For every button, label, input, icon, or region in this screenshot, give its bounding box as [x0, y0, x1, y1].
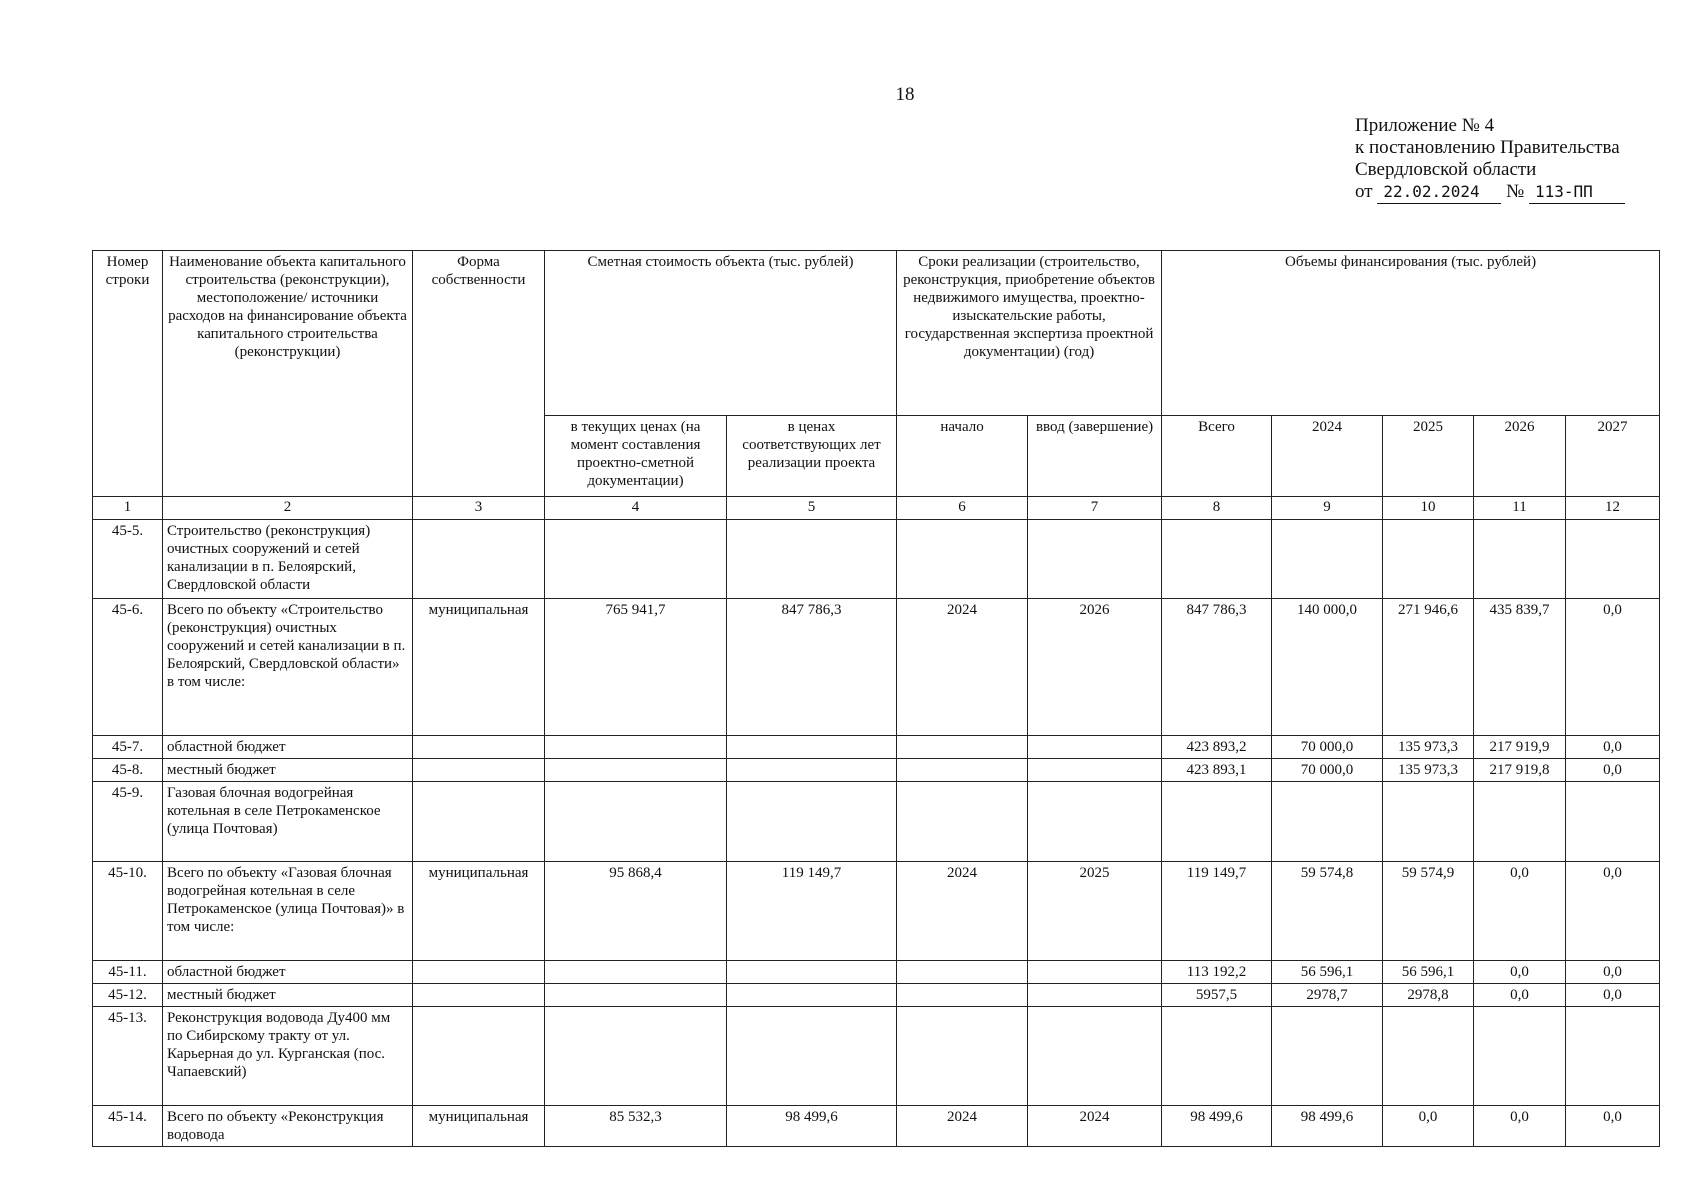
header-object-name: Наименование объекта капитального строительства (реконструкции), местоположение/ источники расходов на финансирование объекта капитального строительства (реконструкции) [163, 251, 413, 497]
row-total [1162, 520, 1272, 599]
row-cost-current: 95 868,4 [545, 862, 727, 961]
row-2027: 0,0 [1566, 1106, 1660, 1147]
row-number: 45-10. [93, 862, 163, 961]
row-2025: 135 973,3 [1383, 759, 1474, 782]
row-start [897, 782, 1028, 862]
row-number: 45-5. [93, 520, 163, 599]
number-prefix: № [1506, 181, 1525, 202]
resolution-number: 113-ПП [1529, 181, 1625, 204]
row-2027 [1566, 782, 1660, 862]
row-2024 [1272, 1007, 1383, 1106]
row-start: 2024 [897, 862, 1028, 961]
row-end [1028, 1007, 1162, 1106]
row-2025 [1383, 782, 1474, 862]
row-number: 45-6. [93, 599, 163, 736]
row-2026: 0,0 [1474, 961, 1566, 984]
row-2025: 2978,8 [1383, 984, 1474, 1007]
table-row [93, 599, 1660, 736]
row-2024: 56 596,1 [1272, 961, 1383, 984]
appendix-resolution: к постановлению Правительства [1355, 137, 1620, 158]
row-2024: 2978,7 [1272, 984, 1383, 1007]
row-2025: 0,0 [1383, 1106, 1474, 1147]
row-2024: 59 574,8 [1272, 862, 1383, 961]
row-cost-project: 119 149,7 [727, 862, 897, 961]
appendix-title: Приложение № 4 [1355, 115, 1495, 136]
row-2024: 98 499,6 [1272, 1106, 1383, 1147]
row-cost-project [727, 1007, 897, 1106]
column-index: 6 [897, 497, 1028, 520]
row-2025: 135 973,3 [1383, 736, 1474, 759]
row-ownership [413, 1007, 545, 1106]
row-end [1028, 984, 1162, 1007]
row-ownership: муниципальная [413, 1106, 545, 1147]
header-row-main [93, 251, 1660, 416]
row-name: областной бюджет [163, 961, 413, 984]
row-name: местный бюджет [163, 759, 413, 782]
row-2027: 0,0 [1566, 599, 1660, 736]
row-number: 45-13. [93, 1007, 163, 1106]
row-cost-current [545, 782, 727, 862]
row-ownership [413, 961, 545, 984]
row-2027: 0,0 [1566, 862, 1660, 961]
row-2024: 70 000,0 [1272, 736, 1383, 759]
row-cost-project [727, 984, 897, 1007]
row-ownership [413, 520, 545, 599]
row-name: Реконструкция водовода Ду400 мм по Сибирскому тракту от ул. Карьерная до ул. Курганская (пос. Чапаевский) [163, 1007, 413, 1106]
row-2026 [1474, 782, 1566, 862]
resolution-date: 22.02.2024 [1377, 181, 1501, 204]
header-2026: 2026 [1474, 416, 1566, 497]
row-cost-current [545, 736, 727, 759]
page-number: 18 [895, 84, 915, 105]
header-row-number: Номер строки [93, 251, 163, 497]
row-ownership [413, 984, 545, 1007]
table-row [93, 1106, 1660, 1147]
row-cost-current [545, 520, 727, 599]
column-index: 10 [1383, 497, 1474, 520]
row-2027 [1566, 520, 1660, 599]
row-name: местный бюджет [163, 984, 413, 1007]
row-cost-current: 85 532,3 [545, 1106, 727, 1147]
appendix-date-line [1355, 181, 1625, 204]
row-cost-current [545, 759, 727, 782]
row-2026: 217 919,9 [1474, 736, 1566, 759]
row-start [897, 759, 1028, 782]
column-index: 9 [1272, 497, 1383, 520]
column-index: 3 [413, 497, 545, 520]
header-end: ввод (завершение) [1028, 416, 1162, 497]
header-2024: 2024 [1272, 416, 1383, 497]
row-end [1028, 759, 1162, 782]
row-2027 [1566, 1007, 1660, 1106]
row-total: 423 893,1 [1162, 759, 1272, 782]
row-end [1028, 736, 1162, 759]
row-2026: 435 839,7 [1474, 599, 1566, 736]
row-number: 45-9. [93, 782, 163, 862]
row-start [897, 1007, 1028, 1106]
column-index: 8 [1162, 497, 1272, 520]
table-row [93, 782, 1660, 862]
table-row [93, 736, 1660, 759]
row-number: 45-8. [93, 759, 163, 782]
row-end [1028, 782, 1162, 862]
row-2026 [1474, 520, 1566, 599]
row-name: областной бюджет [163, 736, 413, 759]
row-name: Всего по объекту «Реконструкция водовода [163, 1106, 413, 1147]
row-cost-current [545, 1007, 727, 1106]
header-2027: 2027 [1566, 416, 1660, 497]
row-cost-project [727, 782, 897, 862]
row-end: 2025 [1028, 862, 1162, 961]
header-funding: Объемы финансирования (тыс. рублей) [1162, 251, 1660, 416]
row-total: 98 499,6 [1162, 1106, 1272, 1147]
table-row [93, 520, 1660, 599]
row-start [897, 961, 1028, 984]
row-cost-project [727, 759, 897, 782]
row-2027: 0,0 [1566, 961, 1660, 984]
row-ownership [413, 759, 545, 782]
row-ownership [413, 736, 545, 759]
row-total: 119 149,7 [1162, 862, 1272, 961]
row-total: 423 893,2 [1162, 736, 1272, 759]
row-cost-current [545, 984, 727, 1007]
row-end: 2024 [1028, 1106, 1162, 1147]
row-start [897, 736, 1028, 759]
row-cost-current [545, 961, 727, 984]
column-index-row [93, 497, 1660, 520]
row-total: 113 192,2 [1162, 961, 1272, 984]
row-ownership: муниципальная [413, 862, 545, 961]
column-index: 4 [545, 497, 727, 520]
date-prefix: от [1355, 181, 1373, 202]
row-total [1162, 782, 1272, 862]
row-start: 2024 [897, 1106, 1028, 1147]
appendix-region: Свердловской области [1355, 159, 1537, 180]
row-number: 45-7. [93, 736, 163, 759]
row-total: 847 786,3 [1162, 599, 1272, 736]
row-number: 45-11. [93, 961, 163, 984]
row-number: 45-12. [93, 984, 163, 1007]
row-2025 [1383, 1007, 1474, 1106]
header-timeline: Сроки реализации (строительство, реконструкция, приобретение объектов недвижимого имущества, проектно-изыскательские работы, государственная экспертиза проектной документации) (год) [897, 251, 1162, 416]
row-2025 [1383, 520, 1474, 599]
row-2024: 140 000,0 [1272, 599, 1383, 736]
table-row [93, 862, 1660, 961]
row-2027: 0,0 [1566, 759, 1660, 782]
row-cost-project [727, 520, 897, 599]
row-2024: 70 000,0 [1272, 759, 1383, 782]
table-row [93, 759, 1660, 782]
row-name: Всего по объекту «Строительство (реконструкция) очистных сооружений и сетей канализации в п. Белоярский, Свердловской области» в том числе: [163, 599, 413, 736]
row-total: 5957,5 [1162, 984, 1272, 1007]
row-end: 2026 [1028, 599, 1162, 736]
row-2024 [1272, 520, 1383, 599]
row-start [897, 520, 1028, 599]
row-cost-project: 847 786,3 [727, 599, 897, 736]
row-cost-project: 98 499,6 [727, 1106, 897, 1147]
row-name: Строительство (реконструкция) очистных сооружений и сетей канализации в п. Белоярский, Свердловской области [163, 520, 413, 599]
row-ownership [413, 782, 545, 862]
row-2026: 0,0 [1474, 1106, 1566, 1147]
row-total [1162, 1007, 1272, 1106]
financing-table [92, 250, 1660, 1147]
column-index: 1 [93, 497, 163, 520]
row-start [897, 984, 1028, 1007]
row-ownership: муниципальная [413, 599, 545, 736]
row-2024 [1272, 782, 1383, 862]
row-2026: 0,0 [1474, 984, 1566, 1007]
table-row [93, 961, 1660, 984]
column-index: 7 [1028, 497, 1162, 520]
row-cost-project [727, 961, 897, 984]
row-name: Всего по объекту «Газовая блочная водогрейная котельная в селе Петрокаменское (улица Почтовая)» в том числе: [163, 862, 413, 961]
row-name: Газовая блочная водогрейная котельная в селе Петрокаменское (улица Почтовая) [163, 782, 413, 862]
row-end [1028, 961, 1162, 984]
row-end [1028, 520, 1162, 599]
header-project-prices: в ценах соответствующих лет реализации проекта [727, 416, 897, 497]
row-2026: 0,0 [1474, 862, 1566, 961]
header-total: Всего [1162, 416, 1272, 497]
header-start: начало [897, 416, 1028, 497]
row-start: 2024 [897, 599, 1028, 736]
row-number: 45-14. [93, 1106, 163, 1147]
row-cost-current: 765 941,7 [545, 599, 727, 736]
table-row [93, 984, 1660, 1007]
column-index: 11 [1474, 497, 1566, 520]
header-ownership: Форма собственности [413, 251, 545, 497]
row-2026 [1474, 1007, 1566, 1106]
row-cost-project [727, 736, 897, 759]
row-2025: 59 574,9 [1383, 862, 1474, 961]
column-index: 12 [1566, 497, 1660, 520]
header-2025: 2025 [1383, 416, 1474, 497]
row-2027: 0,0 [1566, 736, 1660, 759]
appendix-block [1355, 115, 1625, 204]
row-2026: 217 919,8 [1474, 759, 1566, 782]
header-estimated-cost: Сметная стоимость объекта (тыс. рублей) [545, 251, 897, 416]
table-row [93, 1007, 1660, 1106]
row-2025: 271 946,6 [1383, 599, 1474, 736]
row-2027: 0,0 [1566, 984, 1660, 1007]
column-index: 2 [163, 497, 413, 520]
column-index: 5 [727, 497, 897, 520]
row-2025: 56 596,1 [1383, 961, 1474, 984]
header-current-prices: в текущих ценах (на момент составления проектно-сметной документации) [545, 416, 727, 497]
